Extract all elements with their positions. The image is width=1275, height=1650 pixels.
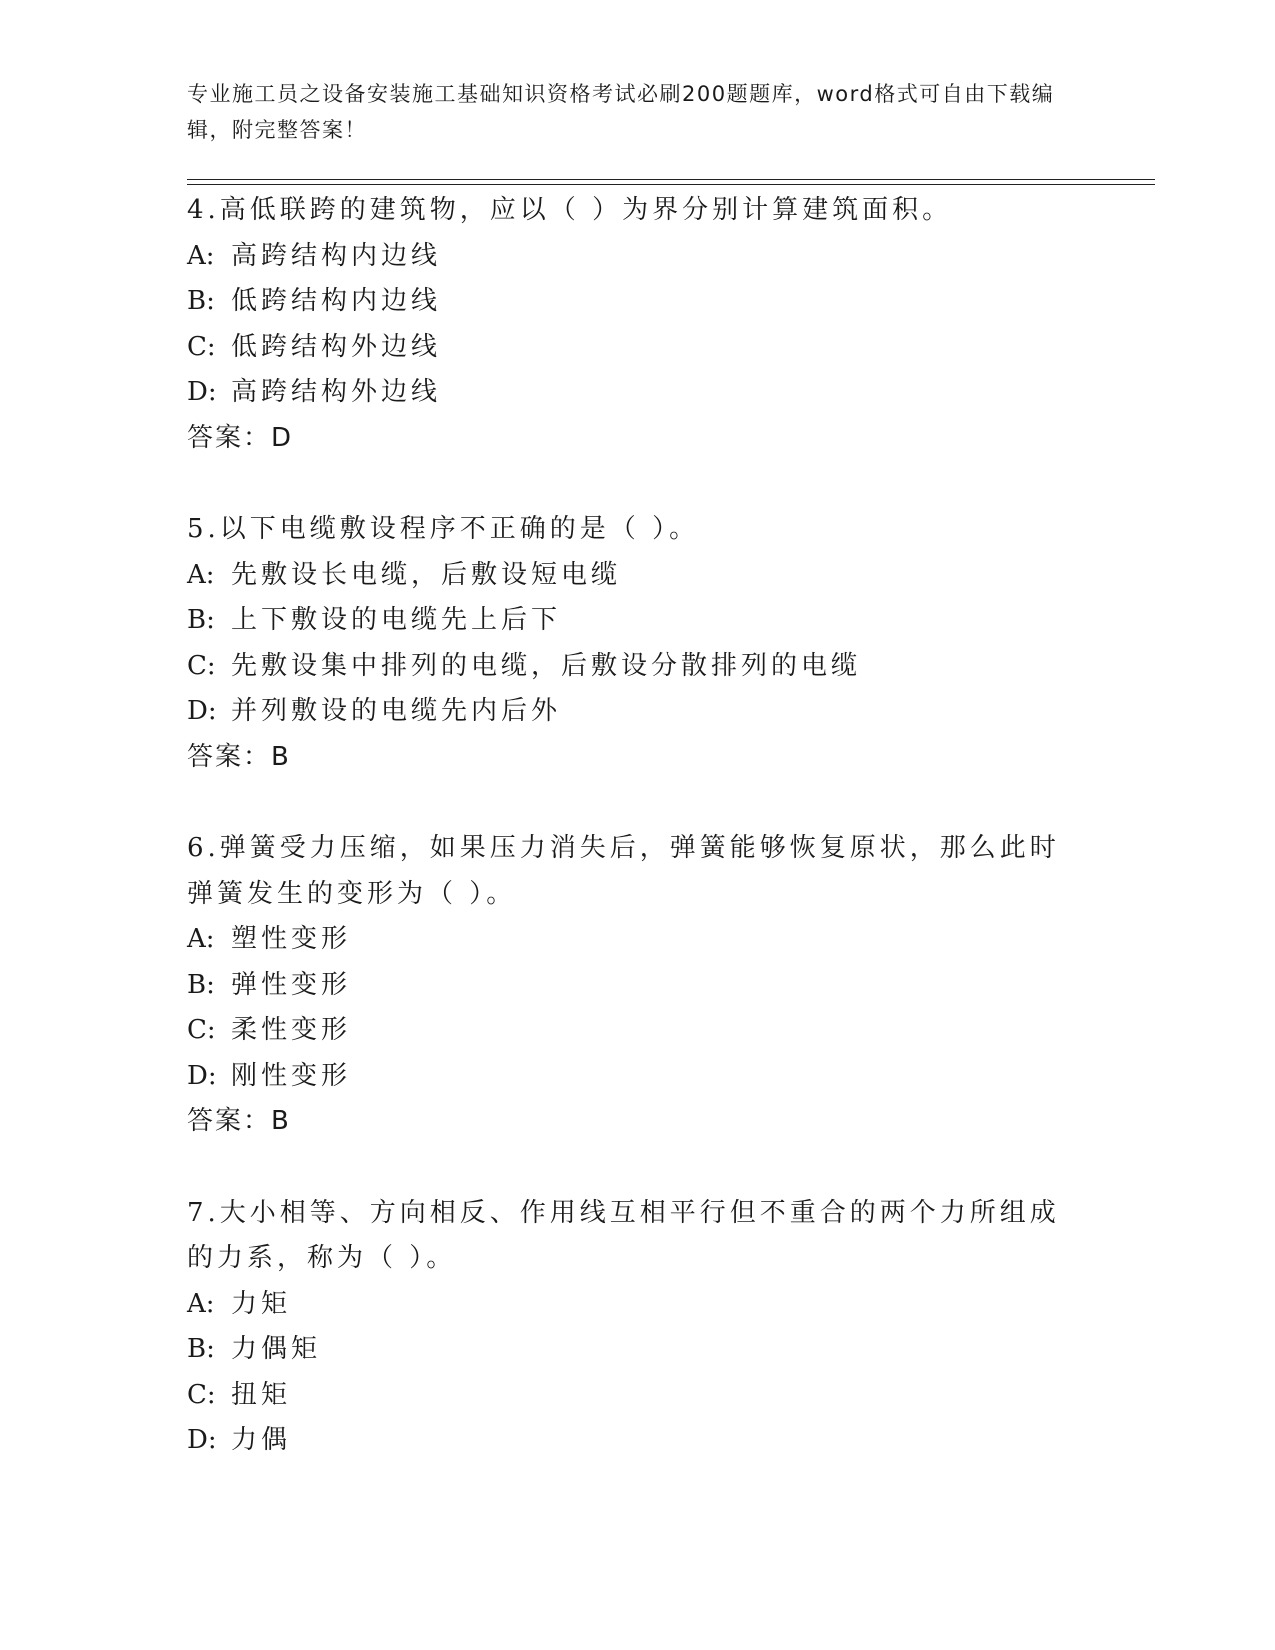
question-stem: 4.高低联跨的建筑物，应以（ ）为界分别计算建筑面积。	[187, 195, 953, 225]
option-letter: D:	[187, 1425, 217, 1455]
option-letter: B:	[187, 969, 215, 1000]
option-text: 力矩	[231, 1288, 292, 1319]
question-list	[187, 188, 1087, 1510]
option-text: 刚性变形	[231, 1060, 352, 1091]
question-stem: 6.弹簧受力压缩，如果压力消失后，弹簧能够恢复原状，那么此时弹簧发生的变形为（ ）。	[187, 833, 1060, 909]
option-text: 柔性变形	[231, 1015, 352, 1045]
option-text: 先敷设集中排列的电缆，后敷设分散排列的电缆	[231, 650, 862, 681]
option-text: 低跨结构外边线	[231, 331, 442, 362]
option-letter: C:	[187, 650, 216, 681]
option-text: 高跨结构内边线	[231, 240, 442, 271]
question-4	[187, 188, 1087, 461]
question-7	[187, 1191, 1087, 1464]
option-text: 扭矩	[231, 1379, 292, 1410]
option-letter: D:	[187, 1060, 217, 1091]
option-text: 力偶矩	[231, 1334, 322, 1364]
option-a	[187, 234, 1087, 280]
option-b	[187, 1327, 1087, 1373]
option-text: 上下敷设的电缆先上后下	[231, 605, 562, 635]
question-stem: 5.以下电缆敷设程序不正确的是（ ）。	[187, 514, 700, 544]
option-c	[187, 1008, 1087, 1054]
option-letter: C:	[187, 1015, 216, 1045]
option-c	[187, 1373, 1087, 1419]
option-b	[187, 279, 1087, 325]
option-d	[187, 370, 1087, 416]
option-b	[187, 963, 1087, 1009]
option-a	[187, 917, 1087, 963]
option-letter: C:	[187, 1379, 216, 1410]
option-a	[187, 1282, 1087, 1328]
option-a	[187, 553, 1087, 599]
option-letter: A:	[187, 1288, 215, 1319]
option-text: 低跨结构内边线	[231, 286, 442, 316]
option-b	[187, 598, 1087, 644]
option-letter: D:	[187, 696, 217, 726]
header-divider-top	[187, 179, 1155, 180]
answer-line: 答案：B	[187, 1106, 291, 1136]
option-text: 并列敷设的电缆先内后外	[231, 696, 562, 726]
option-c	[187, 325, 1087, 371]
option-letter: A:	[187, 924, 215, 954]
option-letter: B:	[187, 605, 215, 635]
option-text: 高跨结构外边线	[231, 377, 442, 407]
option-c	[187, 644, 1087, 690]
option-text: 塑性变形	[231, 924, 352, 954]
answer-line: 答案：D	[187, 422, 294, 453]
option-letter: A:	[187, 240, 215, 271]
question-6	[187, 826, 1087, 1145]
option-d	[187, 689, 1087, 735]
option-d	[187, 1054, 1087, 1100]
option-letter: C:	[187, 331, 216, 362]
option-letter: A:	[187, 559, 215, 590]
option-letter: B:	[187, 1334, 215, 1364]
option-text: 先敷设长电缆，后敷设短电缆	[231, 559, 622, 590]
option-text: 弹性变形	[231, 969, 352, 1000]
option-text: 力偶	[231, 1425, 292, 1455]
document-intro: 专业施工员之设备安装施工基础知识资格考试必刷200题题库，word格式可自由下载编辑，附完整答案！	[187, 82, 1055, 142]
question-5	[187, 507, 1087, 780]
option-d	[187, 1418, 1087, 1464]
answer-line: 答案：B	[187, 741, 291, 772]
question-stem: 7.大小相等、方向相反、作用线互相平行但不重合的两个力所组成的力系，称为（ ）。	[187, 1197, 1060, 1273]
option-letter: D:	[187, 377, 217, 407]
option-letter: B:	[187, 286, 215, 316]
header-divider-bottom	[187, 184, 1155, 185]
